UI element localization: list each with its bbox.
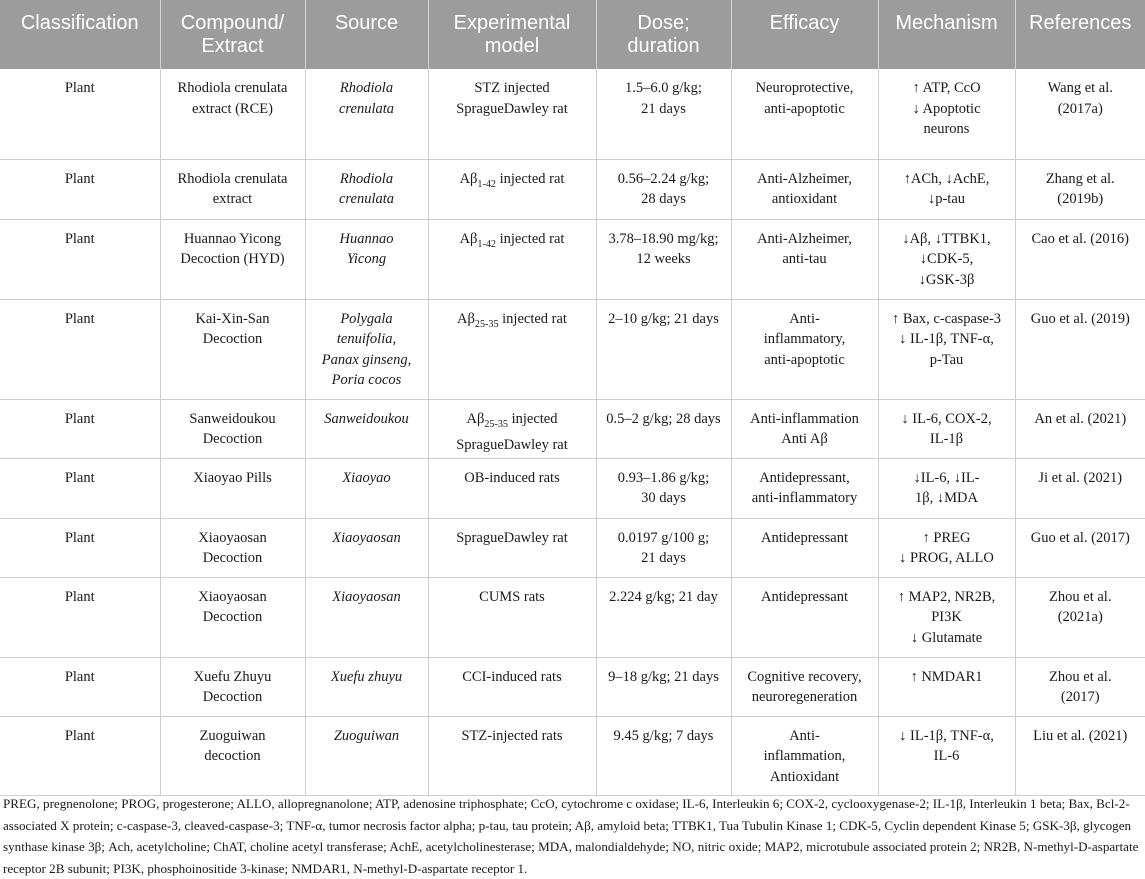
cell-line: SpragueDawley rat bbox=[456, 100, 568, 117]
cell-line: inflammatory, bbox=[763, 331, 846, 347]
cell-line: Xiaoyao Pills bbox=[193, 469, 272, 486]
cell-line: Guo et al. (2019) bbox=[1030, 310, 1130, 327]
efficacy-cell bbox=[731, 518, 878, 577]
cell-line: Decoction bbox=[202, 550, 263, 566]
cell-line: Anti Aβ bbox=[781, 431, 828, 447]
cell-line: Decoction bbox=[202, 431, 263, 447]
compound-cell bbox=[160, 69, 305, 159]
cell-line: Antidepressant bbox=[761, 529, 848, 546]
model-cell bbox=[428, 69, 596, 159]
cell-line: 2.224 g/kg; 21 day bbox=[609, 588, 718, 605]
compound-cell bbox=[160, 716, 305, 795]
cell-line: ↑ MAP2, NR2B, bbox=[897, 588, 996, 605]
reference-cell bbox=[1015, 299, 1145, 399]
mechanism-cell bbox=[878, 69, 1015, 159]
cell-line: Plant bbox=[64, 170, 95, 187]
cell-line: Antidepressant bbox=[761, 588, 848, 605]
cell-line: Antidepressant, bbox=[759, 469, 850, 486]
model-cell bbox=[428, 657, 596, 716]
mechanism-cell bbox=[878, 577, 1015, 657]
cell-line: 1β, ↓MDA bbox=[915, 490, 978, 506]
mechanism-cell bbox=[878, 299, 1015, 399]
mechanism-cell bbox=[878, 657, 1015, 716]
cell-line: ↓CDK-5, bbox=[919, 251, 974, 267]
cell-line: Zuoguiwan bbox=[199, 727, 266, 744]
cell-line: Anti-Alzheimer, bbox=[757, 170, 852, 187]
dose-cell bbox=[596, 219, 731, 299]
table-row bbox=[0, 458, 1145, 518]
compound-cell bbox=[160, 299, 305, 399]
cell-line: Xiaoyaosan bbox=[332, 588, 401, 605]
cell-line: crenulata bbox=[338, 191, 395, 207]
reference-cell bbox=[1015, 159, 1145, 219]
cell-line: Antioxidant bbox=[769, 768, 840, 785]
classification-cell bbox=[0, 458, 160, 518]
cell-line: ↑ NMDAR1 bbox=[910, 668, 983, 685]
cell-line: Zhang et al. bbox=[1045, 170, 1115, 187]
cell-line: CUMS rats bbox=[479, 588, 545, 605]
cell-line: Anti-Alzheimer, bbox=[757, 230, 852, 247]
dose-cell bbox=[596, 657, 731, 716]
mechanism-cell bbox=[878, 219, 1015, 299]
cell-line: ↓ Glutamate bbox=[910, 629, 983, 646]
cell-line: 0.93–1.86 g/kg; bbox=[617, 469, 710, 486]
mechanism-cell bbox=[878, 399, 1015, 458]
cell-line: 0.0197 g/100 g; bbox=[617, 529, 710, 546]
efficacy-cell bbox=[731, 299, 878, 399]
source-cell bbox=[305, 716, 428, 795]
cell-line: 2–10 g/kg; 21 days bbox=[608, 310, 719, 327]
table-row bbox=[0, 299, 1145, 399]
cell-line: ↓Aβ, ↓TTBK1, bbox=[902, 230, 991, 247]
reference-cell bbox=[1015, 518, 1145, 577]
cell-line: Kai-Xin-San bbox=[195, 310, 270, 327]
efficacy-cell bbox=[731, 577, 878, 657]
table-row bbox=[0, 159, 1145, 219]
cell-line: Huannao bbox=[339, 230, 394, 247]
cell-line: anti-inflammatory bbox=[751, 490, 858, 506]
source-cell bbox=[305, 518, 428, 577]
cell-line: Guo et al. (2017) bbox=[1030, 529, 1130, 546]
cell-line: IL-6 bbox=[933, 748, 960, 764]
cell-line: Plant bbox=[64, 469, 95, 486]
reference-cell bbox=[1015, 657, 1145, 716]
header-classification: Classification bbox=[0, 0, 160, 69]
source-cell bbox=[305, 159, 428, 219]
cell-line: extract bbox=[212, 191, 253, 207]
cell-line: Decoction (HYD) bbox=[180, 251, 285, 267]
classification-cell bbox=[0, 159, 160, 219]
cell-line: SpragueDawley rat bbox=[456, 436, 568, 453]
cell-line: crenulata bbox=[338, 100, 395, 117]
header-experimental-model: Experimental model bbox=[428, 0, 596, 69]
cell-line: An et al. (2021) bbox=[1034, 410, 1127, 427]
classification-cell bbox=[0, 657, 160, 716]
cell-line: $A\beta_{25-35}$ injected rat bbox=[457, 310, 567, 330]
cell-line: Anti-inflammation bbox=[750, 410, 859, 427]
dose-cell bbox=[596, 159, 731, 219]
source-cell bbox=[305, 69, 428, 159]
efficacy-cell bbox=[731, 716, 878, 795]
cell-line: neuroregeneration bbox=[751, 689, 858, 705]
cell-line: Cognitive recovery, bbox=[747, 668, 862, 685]
cell-line: 21 days bbox=[641, 550, 686, 566]
table-row bbox=[0, 518, 1145, 577]
cell-line: 0.56–2.24 g/kg; bbox=[617, 170, 710, 187]
cell-line: ↑ ATP, CcO bbox=[912, 80, 981, 96]
cell-line: neurons bbox=[923, 121, 970, 137]
dose-cell bbox=[596, 399, 731, 458]
efficacy-cell bbox=[731, 69, 878, 159]
cell-line: PI3K bbox=[931, 609, 962, 625]
cell-line: STZ injected bbox=[474, 80, 550, 96]
dose-cell bbox=[596, 69, 731, 159]
cell-line: SpragueDawley rat bbox=[456, 529, 568, 546]
compound-cell bbox=[160, 518, 305, 577]
classification-cell bbox=[0, 399, 160, 458]
cell-line: Plant bbox=[64, 410, 95, 427]
cell-line: extract (RCE) bbox=[192, 100, 273, 117]
cell-line: $A\beta_{1-42}$ injected rat bbox=[459, 170, 565, 190]
cell-line: Zhou et al. bbox=[1049, 668, 1112, 685]
classification-cell bbox=[0, 716, 160, 795]
reference-cell bbox=[1015, 219, 1145, 299]
source-cell bbox=[305, 299, 428, 399]
cell-line: Wang et al. bbox=[1047, 80, 1113, 96]
source-cell bbox=[305, 657, 428, 716]
table-body bbox=[0, 69, 1145, 795]
cell-line: Plant bbox=[64, 668, 95, 685]
compound-cell bbox=[160, 657, 305, 716]
cell-line: Xuefu zhuyu bbox=[330, 668, 403, 685]
cell-line: ↑ACh, ↓AchE, bbox=[903, 170, 990, 187]
cell-line: Xuefu Zhuyu bbox=[193, 668, 272, 685]
cell-line: 28 days bbox=[641, 191, 686, 207]
cell-line: Decoction bbox=[202, 331, 263, 347]
cell-line: Rhodiola bbox=[339, 80, 394, 96]
header-mechanism: Mechanism bbox=[878, 0, 1015, 69]
header-compound-extract: Compound/ Extract bbox=[160, 0, 305, 69]
cell-line: Zhou et al. bbox=[1049, 588, 1112, 605]
cell-line: Huannao Yicong bbox=[183, 230, 282, 247]
table-header bbox=[0, 0, 1145, 69]
cell-line: ↓IL-6, ↓IL- bbox=[913, 469, 980, 486]
table-footnote: PREG, pregnenolone; PROG, progesterone; ALLO, allopregnanolone; ATP, adenosine triphosphate; CcO, cytochrome c oxidase; IL-6, Interleukin 6; COX-2, cyclooxygenase-2; IL-1β, Interleukin 1 beta; Bax, Bcl-2-associated X protein; c-caspase-3, cleaved-caspase-3; TNF-α, tumor necrosis factor alpha; p-tau, tau protein; Aβ, amyloid beta; TTBK1, Tua Tubulin Kinase 1; CDK-5, Cyclin dependent Kinase 5; GSK-3β, glycogen synthase kinase 3β; Ach, acetylcholine; ChAT, choline acetyl transferase; AchE, acetylcholinesterase; MDA, malondialdehyde; NO, nitric oxide; MAP2, microtubule associated protein 2; NR2B, N-methyl-D-aspartate receptor 2B subunit; PI3K, phosphoinositide 3-kinase; NMDAR1, N-methyl-D-aspartate receptor 1. bbox=[3, 796, 1139, 876]
cell-line: Poria cocos bbox=[331, 372, 402, 388]
cell-line: Plant bbox=[64, 727, 95, 744]
cell-line: 1.5–6.0 g/kg; bbox=[625, 80, 702, 96]
cell-line: Xiaoyao bbox=[342, 469, 391, 486]
cell-line: 3.78–18.90 mg/kg; bbox=[608, 230, 719, 247]
model-cell bbox=[428, 577, 596, 657]
table-row bbox=[0, 716, 1145, 795]
cell-line: ↓GSK-3β bbox=[918, 271, 975, 288]
efficacy-cell bbox=[731, 458, 878, 518]
cell-line: Panax ginseng, bbox=[321, 351, 412, 368]
cell-line: Rhodiola crenulata bbox=[177, 80, 288, 96]
cell-line: 21 days bbox=[641, 100, 686, 117]
cell-line: $A\beta_{25-35}$ injected bbox=[466, 410, 558, 430]
reference-cell bbox=[1015, 577, 1145, 657]
model-cell bbox=[428, 399, 596, 458]
efficacy-cell bbox=[731, 159, 878, 219]
mechanism-cell bbox=[878, 518, 1015, 577]
cell-line: decoction bbox=[204, 748, 261, 764]
cell-line: Plant bbox=[64, 80, 95, 96]
efficacy-cell bbox=[731, 219, 878, 299]
mechanism-cell bbox=[878, 458, 1015, 518]
table-row bbox=[0, 399, 1145, 458]
header-source: Source bbox=[305, 0, 428, 69]
cell-line: CCI-induced rats bbox=[462, 668, 562, 685]
compound-cell bbox=[160, 159, 305, 219]
cell-line: $A\beta_{1-42}$ injected rat bbox=[459, 230, 565, 250]
cell-line: Rhodiola bbox=[339, 170, 394, 187]
cell-line: Plant bbox=[64, 588, 95, 605]
cell-line: Plant bbox=[64, 529, 95, 546]
reference-cell bbox=[1015, 458, 1145, 518]
cell-line: Sanweidoukou bbox=[189, 410, 276, 427]
cell-line: Polygala bbox=[340, 310, 393, 327]
cell-line: Yicong bbox=[346, 251, 387, 267]
cell-line: anti-apoptotic bbox=[764, 100, 845, 117]
cell-line: Anti- bbox=[789, 310, 820, 327]
cell-line: Plant bbox=[64, 230, 95, 247]
dose-cell bbox=[596, 577, 731, 657]
compound-cell bbox=[160, 399, 305, 458]
cell-line: p-Tau bbox=[929, 351, 964, 368]
cell-line: Plant bbox=[64, 310, 95, 327]
classification-cell bbox=[0, 299, 160, 399]
cell-line: anti-apoptotic bbox=[764, 351, 845, 368]
compound-cell bbox=[160, 458, 305, 518]
reference-cell bbox=[1015, 716, 1145, 795]
cell-line: STZ-injected rats bbox=[461, 727, 563, 744]
cell-line: Xiaoyaosan bbox=[198, 529, 267, 546]
cell-line: Xiaoyaosan bbox=[198, 588, 267, 605]
cell-line: 0.5–2 g/kg; 28 days bbox=[606, 410, 721, 427]
mechanism-cell bbox=[878, 716, 1015, 795]
cell-line: Zuoguiwan bbox=[333, 727, 400, 744]
cell-line: Ji et al. (2021) bbox=[1038, 469, 1123, 486]
dose-cell bbox=[596, 518, 731, 577]
cell-line: ↓ IL-1β, TNF-α, bbox=[899, 727, 994, 744]
cell-line: ↓ IL-1β, TNF-α, bbox=[899, 331, 994, 347]
table-row bbox=[0, 657, 1145, 716]
model-cell bbox=[428, 159, 596, 219]
table-row bbox=[0, 219, 1145, 299]
reference-cell bbox=[1015, 399, 1145, 458]
classification-cell bbox=[0, 577, 160, 657]
cell-line: 30 days bbox=[641, 490, 686, 506]
compound-cell bbox=[160, 577, 305, 657]
cell-line: ↓ Apoptotic bbox=[912, 100, 981, 117]
compound-cell bbox=[160, 219, 305, 299]
cell-line: (2019b) bbox=[1057, 191, 1104, 207]
model-cell bbox=[428, 299, 596, 399]
table-row bbox=[0, 577, 1145, 657]
cell-line: (2017a) bbox=[1057, 100, 1103, 117]
cell-line: ↑ PREG bbox=[922, 529, 971, 546]
dose-cell bbox=[596, 299, 731, 399]
cell-line: ↓p-tau bbox=[927, 191, 966, 207]
cell-line: Decoction bbox=[202, 609, 263, 625]
source-cell bbox=[305, 577, 428, 657]
reference-cell bbox=[1015, 69, 1145, 159]
header-efficacy: Efficacy bbox=[731, 0, 878, 69]
source-cell bbox=[305, 399, 428, 458]
cell-line: Decoction bbox=[202, 689, 263, 705]
cell-line: ↓ IL-6, COX-2, bbox=[901, 410, 992, 427]
cell-line: antioxidant bbox=[771, 191, 838, 207]
model-cell bbox=[428, 458, 596, 518]
mechanism-cell bbox=[878, 159, 1015, 219]
cell-line: Sanweidoukou bbox=[324, 410, 409, 427]
header-dose-duration: Dose; duration bbox=[596, 0, 731, 69]
cell-line: Xiaoyaosan bbox=[332, 529, 401, 546]
cell-line: Anti- bbox=[789, 727, 820, 744]
cell-line: Liu et al. (2021) bbox=[1033, 727, 1128, 744]
model-cell bbox=[428, 219, 596, 299]
cell-line: Cao et al. (2016) bbox=[1031, 230, 1129, 247]
dose-cell bbox=[596, 458, 731, 518]
classification-cell bbox=[0, 518, 160, 577]
cell-line: 9–18 g/kg; 21 days bbox=[608, 668, 719, 685]
dose-cell bbox=[596, 716, 731, 795]
efficacy-cell bbox=[731, 399, 878, 458]
model-cell bbox=[428, 518, 596, 577]
table-row bbox=[0, 69, 1145, 159]
header-row bbox=[0, 0, 1145, 69]
cell-line: IL-1β bbox=[929, 431, 964, 447]
cell-line: OB-induced rats bbox=[464, 469, 560, 486]
cell-line: Rhodiola crenulata bbox=[177, 170, 288, 187]
cell-line: (2017) bbox=[1060, 689, 1100, 705]
cell-line: ↑ Bax, c-caspase-3 bbox=[891, 310, 1002, 327]
efficacy-cell bbox=[731, 657, 878, 716]
classification-cell bbox=[0, 69, 160, 159]
cell-line: tenuifolia, bbox=[336, 331, 397, 347]
classification-cell bbox=[0, 219, 160, 299]
header-references: References bbox=[1015, 0, 1145, 69]
cell-line: Neuroprotective, bbox=[755, 80, 854, 96]
cell-line: inflammation, bbox=[763, 748, 846, 764]
cell-line: 12 weeks bbox=[636, 251, 691, 267]
cell-line: anti-tau bbox=[782, 251, 827, 267]
source-cell bbox=[305, 219, 428, 299]
source-cell bbox=[305, 458, 428, 518]
cell-line: 9.45 g/kg; 7 days bbox=[613, 727, 714, 744]
model-cell bbox=[428, 716, 596, 795]
cell-line: ↓ PROG, ALLO bbox=[899, 550, 994, 566]
cell-line: (2021a) bbox=[1057, 609, 1103, 625]
